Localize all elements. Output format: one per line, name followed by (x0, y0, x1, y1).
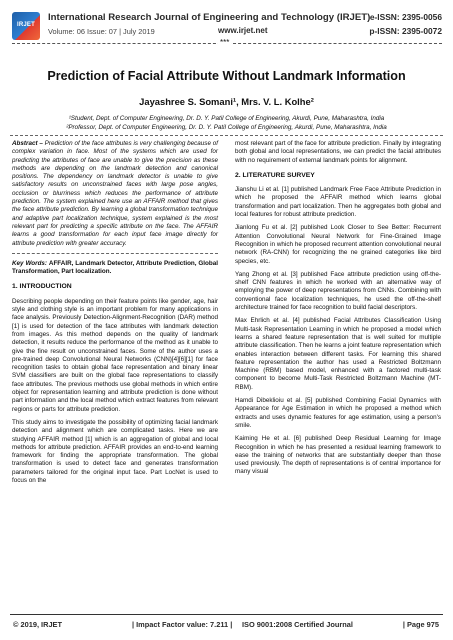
section-heading-literature-survey: 2. LITERATURE SURVEY (235, 171, 315, 179)
volume-issue: Volume: 06 Issue: 07 | July 2019 (48, 27, 155, 36)
page-footer (10, 614, 443, 632)
e-issn: e-ISSN: 2395-0056 (369, 12, 442, 22)
journal-website[interactable]: www.irjet.net (218, 26, 268, 35)
affiliation-2: ²Professor, Dept. of Computer Engineering, Dr. D. Y. Patil College of Engineering, Akurdi, Pune, Maharashtra, India (66, 124, 387, 131)
survey-paragraph-1: Jianshu Li et al. [1] published Landmark Free Face Attribute Prediction in which he proposed the AFFAIR method which learns global transformation and part localization. Then he aggregates both global and local features for robust attribute prediction. (235, 186, 441, 219)
intro-paragraph-1: Describing people depending on their feature points like gender, age, hair style and clothing style is an important problem for many applications in face analysis. Previously Detection-Alignment-Recognition (DAR) method [1] is used for detection of the face attributes with landmark detection from images. As this method depends on the quality of landmark detection, it results reduce the performance of the method as it unable to give the fine result on unconstrained faces. Some of the author uses a pre-trained deep Convolutional Neural Networks (CNN)[4][6][1] for face recognition tasks to obtain global face representation and binary linear SVM classifiers are built on the global face representations to classify face attributes. The previous methods use global methods in which entire object for representation learning and attribute prediction is done without part information and the local method which extract features from relevant regions or parts for attribute prediction. (12, 297, 218, 413)
survey-paragraph-2: Jianlong Fu et al. [2] published Look Closer to See Better: Recurrent Attention Convolutional Neural Network for Fine-Grained Image Recognition in which he proposed recurrent attention convolutional neural network (RA-CNN) for recognizing the ne grained categories like bird species, etc. (235, 224, 441, 265)
logo-text: IRJET (16, 22, 35, 28)
left-column (12, 140, 218, 490)
intro-paragraph-continued: most relevant part of the face for attribute prediction. Finally by integrating both global and local representations, we can predict the facial attributes with no requirement of external landmark points for alignment. (235, 140, 441, 164)
intro-paragraph-2: This study aims to investigate the possibility of optimizing facial landmark detection and alignment which are complicated tasks. Here we are studying AFFAIR method [1] which is an aggregation of global and local methods for attribute prediction. AFFAIR provides an end-to-end learning framework for finding the appropriate transformation. The global transformation is used to detect face and generates transformation parameters tailored for the original input face. Part LocNet is used to focus on the (12, 418, 218, 484)
affiliation-divider (10, 135, 443, 136)
keywords (12, 260, 218, 277)
paper-authors: Jayashree S. Somani¹, Mrs. V. L. Kolhe² (139, 96, 314, 107)
footer-copyright: © 2019, IRJET (13, 620, 62, 629)
survey-paragraph-3: Yang Zhong et al. [3] published Face attribute prediction using off-the-shelf CNN features in which he worked with an alternative way of employing the power of deep representations from CNNs. Combining with conventional face localization techniques, he used the off-the-shelf architecture trained for face recognition to build facial descriptors. (235, 270, 441, 312)
keywords-text: AFFAIR, Landmark Detector, Attribute Prediction, Global Transformation, Part localization. (12, 259, 219, 276)
header-stars: *** (220, 38, 230, 47)
abstract (12, 140, 218, 248)
journal-header (12, 8, 442, 52)
survey-paragraph-4: Max Ehrlich et al. [4] published Facial Attributes Classification Using Multi-task Representation Learning in which he proposed a model which learns a shared feature representation that is well suited for multiple attribute classification. Then he learns a joint feature representation which enables interaction between different tasks. For learning this shared feature representation the author has used a Restricted Boltzmann Machine (RBM) based model, enhanced with a factored multi-task component to become Multi-Task Restricted Boltzmann Machine (MT-RBM). (235, 317, 441, 391)
paper-title: Prediction of Facial Attribute Without Landmark Information (47, 69, 406, 83)
footer-iso: ISO 9001:2008 Certified Journal (242, 620, 353, 629)
footer-impact-factor: | Impact Factor value: 7.211 | (132, 620, 233, 629)
footer-page-number: | Page 975 (402, 620, 439, 629)
abstract-divider (12, 253, 218, 254)
abstract-label: Abstract – (12, 140, 45, 147)
affiliation-1: ¹Student, Dept. of Computer Engineering, Dr. D. Y. Patil College of Engineering, Akurdi, Pune, Maharashtra, India (68, 115, 385, 122)
section-heading-introduction: 1. INTRODUCTION (12, 283, 72, 291)
abstract-text: Prediction of the face attributes is very challenging because of complex variation in face. Most of the systems which are used for predicting the attributes of face are unable to give the precision as these methods are depending on the landmark detection and canonical positions. The dependency on landmark detector is unable to give satisfactory results on unconstrained faces with large pose angles, occlusion or blurriness which reduces the performance of attribute prediction. The system explained here use an AFFAIR method that gives the face attribute prediction. By learning a global transformation technique and adaptive part localization technique, system explained is the most relevant part for predicting a specific attribute on the face. The AFFAIR learns a good transformation for each input face image directly for attribute prediction with greater accuracy. (12, 140, 219, 247)
journal-name: International Research Journal of Engineering and Technology (IRJET) (48, 12, 371, 23)
survey-paragraph-6: Kaiming He et al. [6] published Deep Residual Learning for Image Recognition in which he has presented a residual learning framework to ease the training of networks that are substantially deeper than those used previously. The depth of representations is of central importance for many visual (235, 435, 441, 476)
keywords-label: Key Words: (12, 259, 49, 267)
survey-paragraph-5: Hamdi Dibeklioiu et al. [5] published Combining Facial Dynamics with Appearance for Age Estimation in which he proposed a method which extracts and uses dynamic features for age estimation, using a person's smile. (235, 397, 441, 429)
irjet-logo (12, 12, 40, 40)
p-issn: p-ISSN: 2395-0072 (369, 26, 442, 36)
right-column (235, 140, 441, 482)
